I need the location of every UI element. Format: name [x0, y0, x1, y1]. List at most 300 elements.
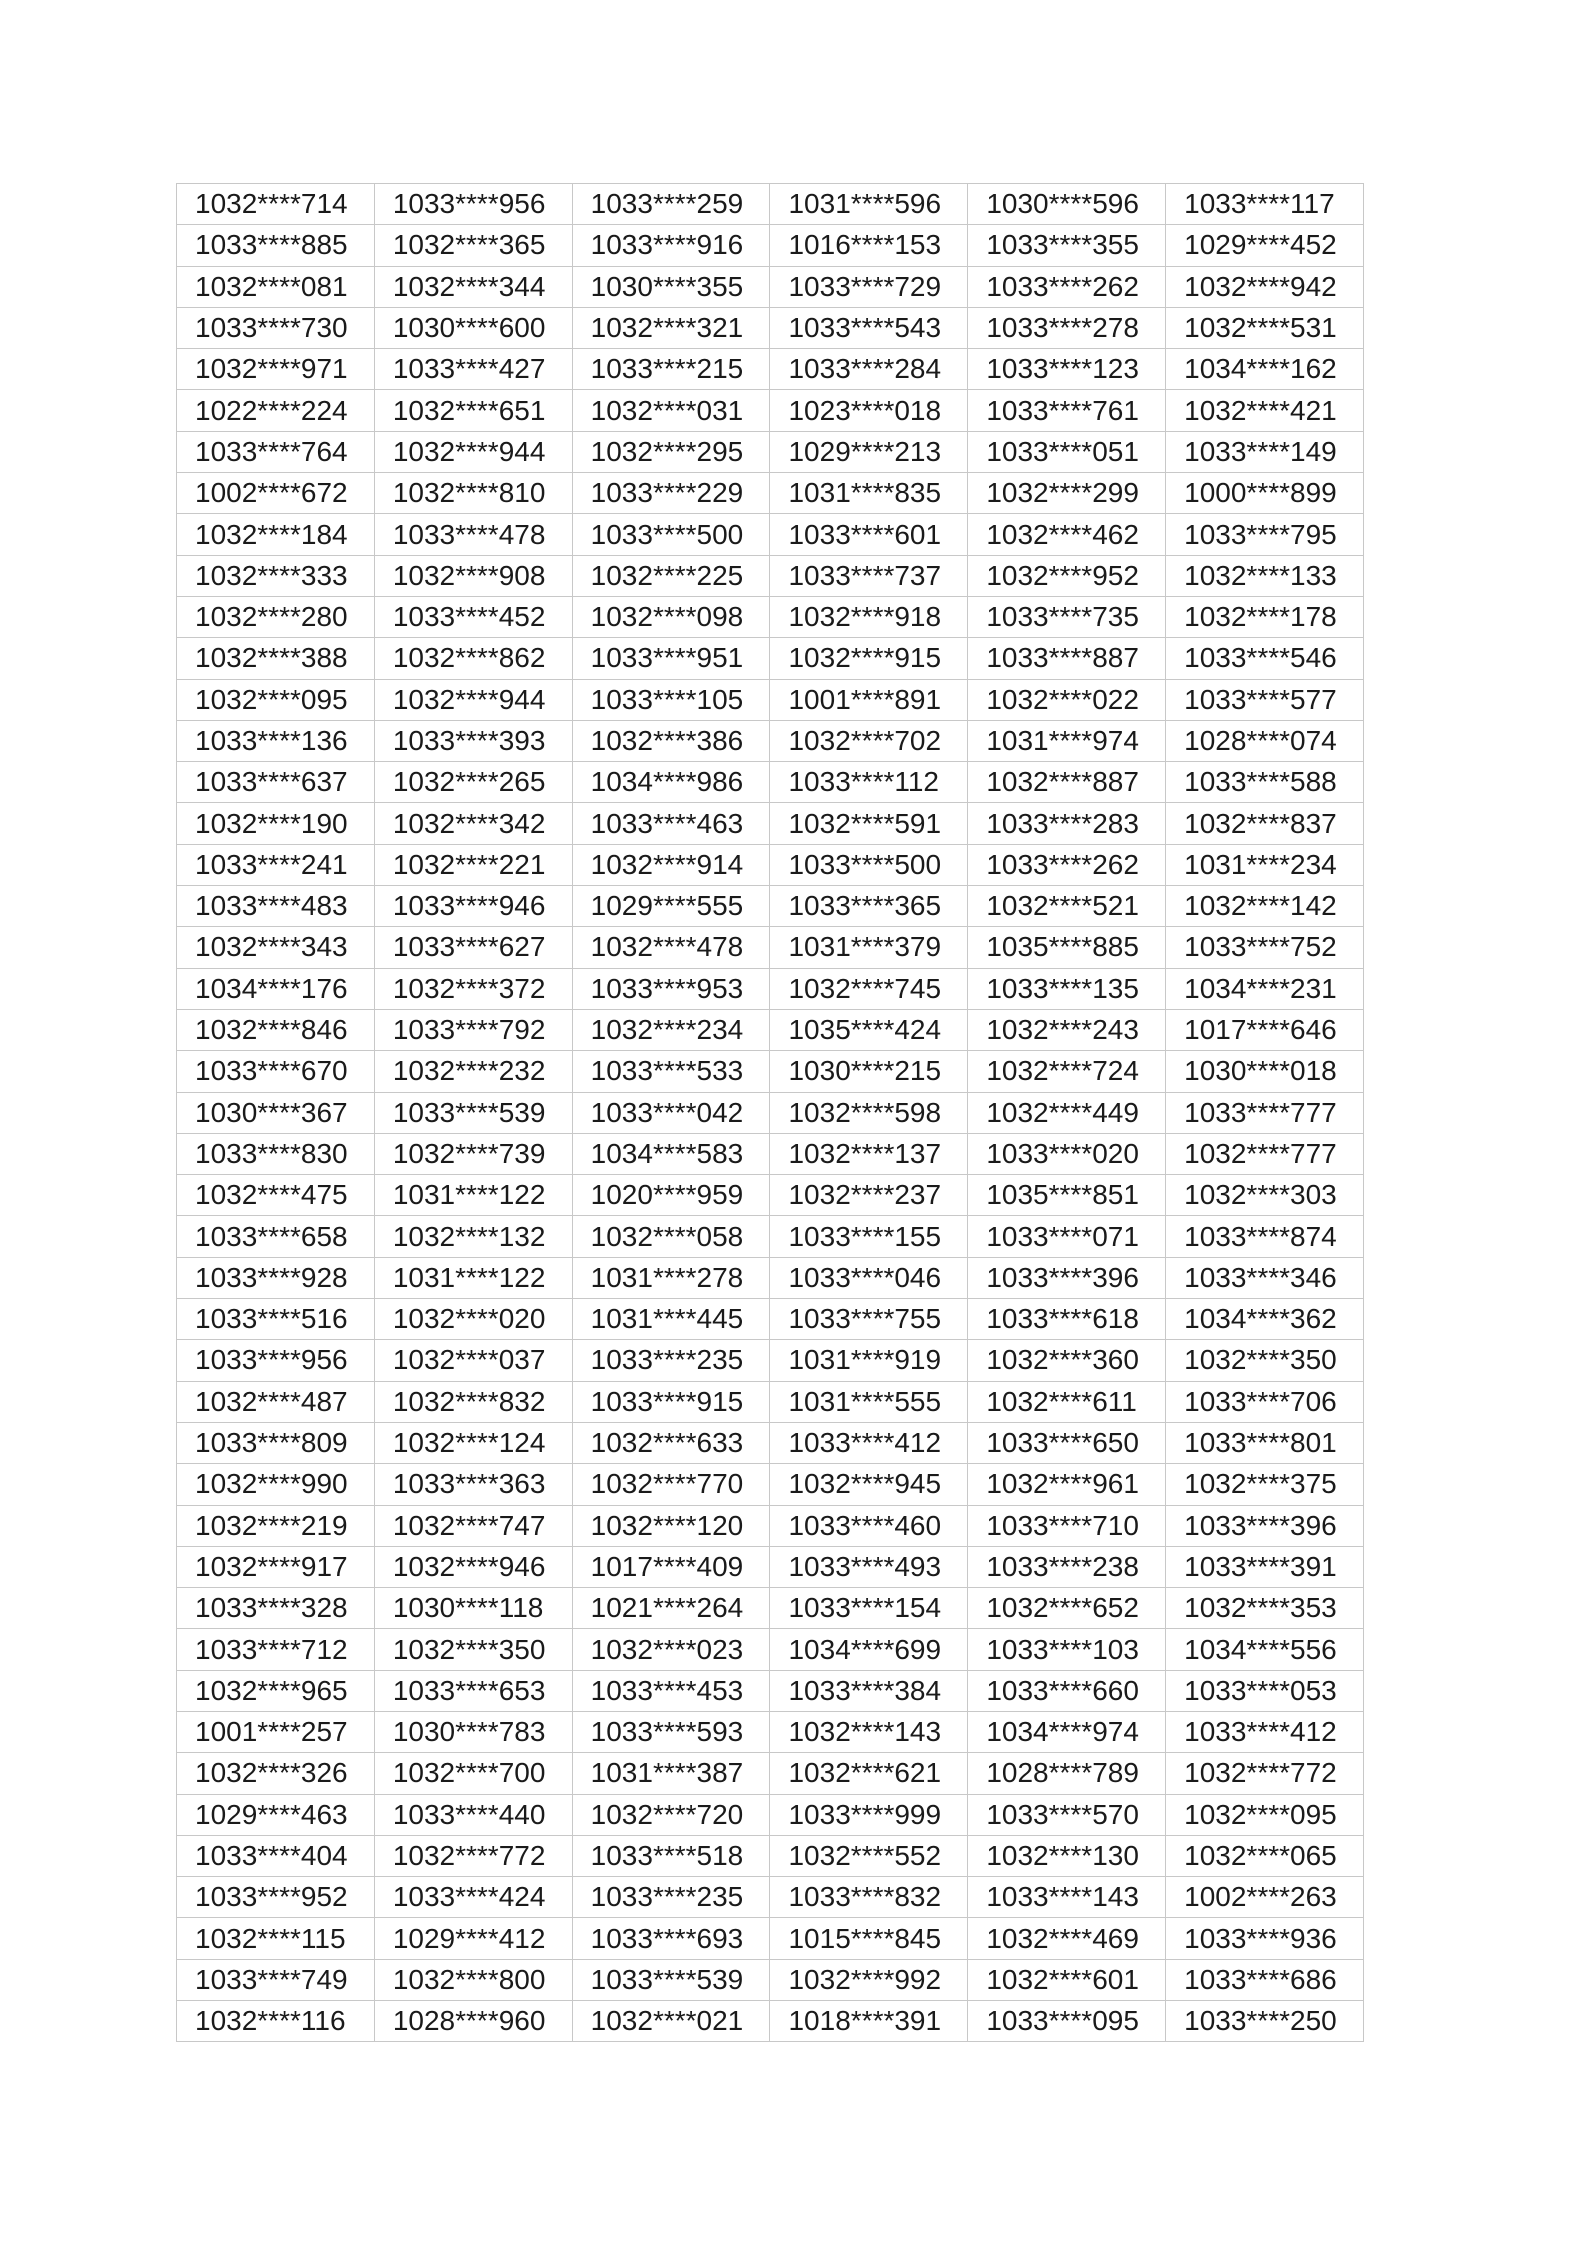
table-cell: 1001****891 — [770, 679, 968, 720]
table-cell: 1033****284 — [770, 349, 968, 390]
table-cell: 1031****919 — [770, 1340, 968, 1381]
table-cell: 1032****772 — [1166, 1753, 1364, 1794]
table-row — [177, 1464, 1364, 1505]
table-cell: 1033****412 — [1166, 1711, 1364, 1752]
table-cell: 1032****724 — [968, 1051, 1166, 1092]
table-cell: 1031****555 — [770, 1381, 968, 1422]
table-row — [177, 514, 1364, 555]
table-cell: 1032****219 — [177, 1505, 375, 1546]
table-cell: 1032****343 — [177, 927, 375, 968]
table-cell: 1028****074 — [1166, 720, 1364, 761]
table-cell: 1029****213 — [770, 431, 968, 472]
table-cell: 1032****915 — [770, 638, 968, 679]
table-cell: 1032****917 — [177, 1546, 375, 1587]
table-cell: 1033****453 — [572, 1670, 770, 1711]
table-cell: 1032****421 — [1166, 390, 1364, 431]
table-cell: 1032****120 — [572, 1505, 770, 1546]
table-cell: 1032****846 — [177, 1009, 375, 1050]
table-cell: 1029****463 — [177, 1794, 375, 1835]
table-cell: 1033****953 — [572, 968, 770, 1009]
table-cell: 1033****053 — [1166, 1670, 1364, 1711]
table-row — [177, 225, 1364, 266]
table-row — [177, 266, 1364, 307]
table-row — [177, 1753, 1364, 1794]
table-cell: 1032****132 — [374, 1216, 572, 1257]
table-cell: 1033****143 — [968, 1877, 1166, 1918]
table-cell: 1033****951 — [572, 638, 770, 679]
table-cell: 1032****611 — [968, 1381, 1166, 1422]
table-cell: 1032****065 — [1166, 1835, 1364, 1876]
table-cell: 1034****974 — [968, 1711, 1166, 1752]
table-cell: 1032****021 — [572, 2001, 770, 2042]
table-row — [177, 307, 1364, 348]
table-cell: 1035****851 — [968, 1175, 1166, 1216]
table-cell: 1032****375 — [1166, 1464, 1364, 1505]
table-cell: 1033****832 — [770, 1877, 968, 1918]
table-cell: 1017****409 — [572, 1546, 770, 1587]
table-cell: 1032****137 — [770, 1133, 968, 1174]
table-cell: 1032****280 — [177, 596, 375, 637]
table-cell: 1032****386 — [572, 720, 770, 761]
table-cell: 1033****737 — [770, 555, 968, 596]
table-cell: 1033****452 — [374, 596, 572, 637]
table-cell: 1032****832 — [374, 1381, 572, 1422]
table-row — [177, 473, 1364, 514]
table-cell: 1030****215 — [770, 1051, 968, 1092]
table-cell: 1032****990 — [177, 1464, 375, 1505]
table-cell: 1031****278 — [572, 1257, 770, 1298]
table-cell: 1033****215 — [572, 349, 770, 390]
table-cell: 1030****355 — [572, 266, 770, 307]
table-cell: 1033****653 — [374, 1670, 572, 1711]
table-cell: 1033****241 — [177, 844, 375, 885]
table-cell: 1033****660 — [968, 1670, 1166, 1711]
table-cell: 1033****533 — [572, 1051, 770, 1092]
table-row — [177, 1835, 1364, 1876]
table-cell: 1033****570 — [968, 1794, 1166, 1835]
table-cell: 1033****752 — [1166, 927, 1364, 968]
table-cell: 1033****761 — [968, 390, 1166, 431]
table-cell: 1034****162 — [1166, 349, 1364, 390]
table-cell: 1032****952 — [968, 555, 1166, 596]
table-cell: 1033****601 — [770, 514, 968, 555]
table-row — [177, 1216, 1364, 1257]
table-cell: 1033****396 — [968, 1257, 1166, 1298]
table-cell: 1032****478 — [572, 927, 770, 968]
table-cell: 1033****135 — [968, 968, 1166, 1009]
table-cell: 1032****552 — [770, 1835, 968, 1876]
table-cell: 1032****810 — [374, 473, 572, 514]
id-table — [176, 183, 1364, 2042]
table-cell: 1032****714 — [177, 184, 375, 225]
table-cell: 1033****801 — [1166, 1422, 1364, 1463]
table-cell: 1030****118 — [374, 1588, 572, 1629]
table-cell: 1032****469 — [968, 1918, 1166, 1959]
table-cell: 1033****706 — [1166, 1381, 1364, 1422]
table-cell: 1033****424 — [374, 1877, 572, 1918]
table-cell: 1035****885 — [968, 927, 1166, 968]
table-cell: 1032****243 — [968, 1009, 1166, 1050]
table-cell: 1029****412 — [374, 1918, 572, 1959]
table-cell: 1033****427 — [374, 349, 572, 390]
table-cell: 1032****739 — [374, 1133, 572, 1174]
table-cell: 1033****404 — [177, 1835, 375, 1876]
table-cell: 1032****531 — [1166, 307, 1364, 348]
table-cell: 1033****915 — [572, 1381, 770, 1422]
table-cell: 1033****136 — [177, 720, 375, 761]
table-cell: 1033****749 — [177, 1959, 375, 2000]
table-cell: 1033****809 — [177, 1422, 375, 1463]
table-cell: 1033****618 — [968, 1299, 1166, 1340]
table-cell: 1001****257 — [177, 1711, 375, 1752]
table-cell: 1032****295 — [572, 431, 770, 472]
table-cell: 1032****143 — [770, 1711, 968, 1752]
table-cell: 1032****800 — [374, 1959, 572, 2000]
table-cell: 1032****037 — [374, 1340, 572, 1381]
table-cell: 1032****702 — [770, 720, 968, 761]
table-cell: 1032****303 — [1166, 1175, 1364, 1216]
table-cell: 1033****764 — [177, 431, 375, 472]
table-cell: 1032****234 — [572, 1009, 770, 1050]
table-cell: 1034****176 — [177, 968, 375, 1009]
table-cell: 1033****262 — [968, 844, 1166, 885]
table-cell: 1032****770 — [572, 1464, 770, 1505]
table-cell: 1032****652 — [968, 1588, 1166, 1629]
table-cell: 1031****387 — [572, 1753, 770, 1794]
table-cell: 1033****936 — [1166, 1918, 1364, 1959]
table-cell: 1033****830 — [177, 1133, 375, 1174]
table-cell: 1016****153 — [770, 225, 968, 266]
table-cell: 1033****686 — [1166, 1959, 1364, 2000]
table-row — [177, 886, 1364, 927]
table-cell: 1032****190 — [177, 803, 375, 844]
table-cell: 1032****265 — [374, 762, 572, 803]
table-cell: 1032****475 — [177, 1175, 375, 1216]
table-row — [177, 720, 1364, 761]
table-cell: 1032****487 — [177, 1381, 375, 1422]
table-cell: 1032****095 — [1166, 1794, 1364, 1835]
table-cell: 1033****238 — [968, 1546, 1166, 1587]
table-cell: 1032****221 — [374, 844, 572, 885]
table-row — [177, 844, 1364, 885]
table-row — [177, 1546, 1364, 1587]
table-cell: 1032****745 — [770, 968, 968, 1009]
table-cell: 1032****747 — [374, 1505, 572, 1546]
table-cell: 1033****516 — [177, 1299, 375, 1340]
table-cell: 1033****346 — [1166, 1257, 1364, 1298]
table-cell: 1033****588 — [1166, 762, 1364, 803]
table-cell: 1023****018 — [770, 390, 968, 431]
table-row — [177, 1257, 1364, 1298]
table-cell: 1033****149 — [1166, 431, 1364, 472]
table-cell: 1033****546 — [1166, 638, 1364, 679]
table-cell: 1033****123 — [968, 349, 1166, 390]
table-cell: 1032****184 — [177, 514, 375, 555]
table-cell: 1032****700 — [374, 1753, 572, 1794]
table-cell: 1032****621 — [770, 1753, 968, 1794]
table-cell: 1033****670 — [177, 1051, 375, 1092]
table-row — [177, 1505, 1364, 1546]
table-cell: 1002****263 — [1166, 1877, 1364, 1918]
table-cell: 1032****944 — [374, 679, 572, 720]
table-cell: 1033****710 — [968, 1505, 1166, 1546]
table-cell: 1033****117 — [1166, 184, 1364, 225]
table-cell: 1030****600 — [374, 307, 572, 348]
table-cell: 1031****122 — [374, 1175, 572, 1216]
table-cell: 1032****116 — [177, 2001, 375, 2042]
table-cell: 1033****283 — [968, 803, 1166, 844]
table-cell: 1033****071 — [968, 1216, 1166, 1257]
table-cell: 1017****646 — [1166, 1009, 1364, 1050]
table-cell: 1000****899 — [1166, 473, 1364, 514]
table-cell: 1033****262 — [968, 266, 1166, 307]
table-cell: 1032****942 — [1166, 266, 1364, 307]
table-row — [177, 1051, 1364, 1092]
table-cell: 1033****887 — [968, 638, 1166, 679]
table-cell: 1033****792 — [374, 1009, 572, 1050]
table-cell: 1033****916 — [572, 225, 770, 266]
table-cell: 1032****862 — [374, 638, 572, 679]
table-cell: 1033****712 — [177, 1629, 375, 1670]
table-cell: 1033****391 — [1166, 1546, 1364, 1587]
table-cell: 1032****344 — [374, 266, 572, 307]
table-cell: 1032****342 — [374, 803, 572, 844]
table-cell: 1002****672 — [177, 473, 375, 514]
table-cell: 1015****845 — [770, 1918, 968, 1959]
table-row — [177, 803, 1364, 844]
table-cell: 1030****018 — [1166, 1051, 1364, 1092]
table-cell: 1032****115 — [177, 1918, 375, 1959]
table-cell: 1020****959 — [572, 1175, 770, 1216]
table-cell: 1033****956 — [374, 184, 572, 225]
table-cell: 1034****699 — [770, 1629, 968, 1670]
table-cell: 1032****350 — [1166, 1340, 1364, 1381]
table-cell: 1032****081 — [177, 266, 375, 307]
table-cell: 1032****946 — [374, 1546, 572, 1587]
table-cell: 1031****835 — [770, 473, 968, 514]
table-row — [177, 1588, 1364, 1629]
table-cell: 1032****965 — [177, 1670, 375, 1711]
table-cell: 1029****555 — [572, 886, 770, 927]
table-cell: 1032****058 — [572, 1216, 770, 1257]
table-cell: 1031****379 — [770, 927, 968, 968]
id-table-body — [177, 184, 1364, 2042]
table-row — [177, 2001, 1364, 2042]
table-cell: 1021****264 — [572, 1588, 770, 1629]
table-cell: 1032****837 — [1166, 803, 1364, 844]
table-cell: 1034****583 — [572, 1133, 770, 1174]
table-cell: 1033****051 — [968, 431, 1166, 472]
table-cell: 1032****142 — [1166, 886, 1364, 927]
table-cell: 1032****887 — [968, 762, 1166, 803]
table-cell: 1033****235 — [572, 1877, 770, 1918]
table-cell: 1033****278 — [968, 307, 1166, 348]
table-cell: 1034****231 — [1166, 968, 1364, 1009]
table-cell: 1032****944 — [374, 431, 572, 472]
table-cell: 1029****452 — [1166, 225, 1364, 266]
table-cell: 1032****031 — [572, 390, 770, 431]
table-cell: 1032****945 — [770, 1464, 968, 1505]
table-cell: 1033****952 — [177, 1877, 375, 1918]
table-row — [177, 349, 1364, 390]
table-cell: 1033****693 — [572, 1918, 770, 1959]
table-cell: 1033****365 — [770, 886, 968, 927]
table-cell: 1032****020 — [374, 1299, 572, 1340]
table-cell: 1032****124 — [374, 1422, 572, 1463]
table-row — [177, 596, 1364, 637]
table-cell: 1030****367 — [177, 1092, 375, 1133]
table-cell: 1032****521 — [968, 886, 1166, 927]
table-cell: 1032****633 — [572, 1422, 770, 1463]
table-cell: 1032****225 — [572, 555, 770, 596]
table-cell: 1030****596 — [968, 184, 1166, 225]
table-cell: 1033****235 — [572, 1340, 770, 1381]
table-cell: 1032****321 — [572, 307, 770, 348]
table-row — [177, 184, 1364, 225]
table-cell: 1032****777 — [1166, 1133, 1364, 1174]
table-row — [177, 968, 1364, 1009]
table-cell: 1033****259 — [572, 184, 770, 225]
table-cell: 1034****362 — [1166, 1299, 1364, 1340]
table-row — [177, 1670, 1364, 1711]
table-cell: 1032****601 — [968, 1959, 1166, 2000]
table-cell: 1032****914 — [572, 844, 770, 885]
table-cell: 1033****103 — [968, 1629, 1166, 1670]
table-row — [177, 1340, 1364, 1381]
table-cell: 1035****424 — [770, 1009, 968, 1050]
table-cell: 1033****539 — [374, 1092, 572, 1133]
table-cell: 1033****729 — [770, 266, 968, 307]
table-cell: 1032****360 — [968, 1340, 1166, 1381]
table-cell: 1032****232 — [374, 1051, 572, 1092]
table-cell: 1033****229 — [572, 473, 770, 514]
table-cell: 1033****885 — [177, 225, 375, 266]
table-cell: 1032****365 — [374, 225, 572, 266]
table-row — [177, 1918, 1364, 1959]
table-cell: 1022****224 — [177, 390, 375, 431]
table-cell: 1033****393 — [374, 720, 572, 761]
table-cell: 1031****974 — [968, 720, 1166, 761]
table-cell: 1034****556 — [1166, 1629, 1364, 1670]
table-row — [177, 431, 1364, 472]
table-cell: 1033****112 — [770, 762, 968, 803]
table-cell: 1033****755 — [770, 1299, 968, 1340]
table-cell: 1028****960 — [374, 2001, 572, 2042]
table-cell: 1033****650 — [968, 1422, 1166, 1463]
table-cell: 1033****999 — [770, 1794, 968, 1835]
table-cell: 1032****333 — [177, 555, 375, 596]
table-cell: 1032****095 — [177, 679, 375, 720]
table-cell: 1032****350 — [374, 1629, 572, 1670]
table-row — [177, 1299, 1364, 1340]
table-cell: 1033****095 — [968, 2001, 1166, 2042]
table-cell: 1032****133 — [1166, 555, 1364, 596]
table-cell: 1032****449 — [968, 1092, 1166, 1133]
table-cell: 1033****460 — [770, 1505, 968, 1546]
table-cell: 1033****956 — [177, 1340, 375, 1381]
table-cell: 1033****735 — [968, 596, 1166, 637]
table-cell: 1032****651 — [374, 390, 572, 431]
table-cell: 1033****046 — [770, 1257, 968, 1298]
table-cell: 1031****596 — [770, 184, 968, 225]
table-cell: 1033****384 — [770, 1670, 968, 1711]
table-cell: 1033****593 — [572, 1711, 770, 1752]
table-row — [177, 927, 1364, 968]
table-row — [177, 1877, 1364, 1918]
table-cell: 1032****326 — [177, 1753, 375, 1794]
table-cell: 1033****363 — [374, 1464, 572, 1505]
table-cell: 1033****155 — [770, 1216, 968, 1257]
table-cell: 1033****795 — [1166, 514, 1364, 555]
table-cell: 1033****020 — [968, 1133, 1166, 1174]
table-row — [177, 1381, 1364, 1422]
table-cell: 1032****022 — [968, 679, 1166, 720]
table-cell: 1032****961 — [968, 1464, 1166, 1505]
table-row — [177, 1009, 1364, 1050]
table-cell: 1033****518 — [572, 1835, 770, 1876]
table-cell: 1033****777 — [1166, 1092, 1364, 1133]
table-cell: 1032****098 — [572, 596, 770, 637]
table-cell: 1032****971 — [177, 349, 375, 390]
table-cell: 1032****388 — [177, 638, 375, 679]
table-cell: 1033****493 — [770, 1546, 968, 1587]
table-row — [177, 1422, 1364, 1463]
table-cell: 1033****658 — [177, 1216, 375, 1257]
table-cell: 1032****720 — [572, 1794, 770, 1835]
table-row — [177, 555, 1364, 596]
table-cell: 1033****154 — [770, 1588, 968, 1629]
table-cell: 1033****627 — [374, 927, 572, 968]
table-cell: 1033****250 — [1166, 2001, 1364, 2042]
table-cell: 1033****355 — [968, 225, 1166, 266]
table-cell: 1032****130 — [968, 1835, 1166, 1876]
table-row — [177, 1092, 1364, 1133]
table-cell: 1032****178 — [1166, 596, 1364, 637]
table-cell: 1032****908 — [374, 555, 572, 596]
table-cell: 1031****445 — [572, 1299, 770, 1340]
table-cell: 1032****918 — [770, 596, 968, 637]
table-cell: 1032****237 — [770, 1175, 968, 1216]
table-cell: 1018****391 — [770, 2001, 968, 2042]
table-cell: 1033****463 — [572, 803, 770, 844]
table-cell: 1033****543 — [770, 307, 968, 348]
table-row — [177, 1629, 1364, 1670]
table-cell: 1033****042 — [572, 1092, 770, 1133]
table-cell: 1033****396 — [1166, 1505, 1364, 1546]
table-cell: 1033****440 — [374, 1794, 572, 1835]
table-row — [177, 762, 1364, 803]
table-cell: 1032****299 — [968, 473, 1166, 514]
table-row — [177, 390, 1364, 431]
table-cell: 1033****483 — [177, 886, 375, 927]
table-cell: 1033****500 — [770, 844, 968, 885]
table-cell: 1033****637 — [177, 762, 375, 803]
table-cell: 1033****730 — [177, 307, 375, 348]
table-row — [177, 1959, 1364, 2000]
table-cell: 1032****591 — [770, 803, 968, 844]
table-cell: 1032****372 — [374, 968, 572, 1009]
table-cell: 1030****783 — [374, 1711, 572, 1752]
table-cell: 1032****598 — [770, 1092, 968, 1133]
table-cell: 1033****412 — [770, 1422, 968, 1463]
table-row — [177, 1133, 1364, 1174]
table-cell: 1032****772 — [374, 1835, 572, 1876]
table-cell: 1031****234 — [1166, 844, 1364, 885]
table-cell: 1032****992 — [770, 1959, 968, 2000]
table-row — [177, 679, 1364, 720]
table-cell: 1033****105 — [572, 679, 770, 720]
table-row — [177, 1175, 1364, 1216]
